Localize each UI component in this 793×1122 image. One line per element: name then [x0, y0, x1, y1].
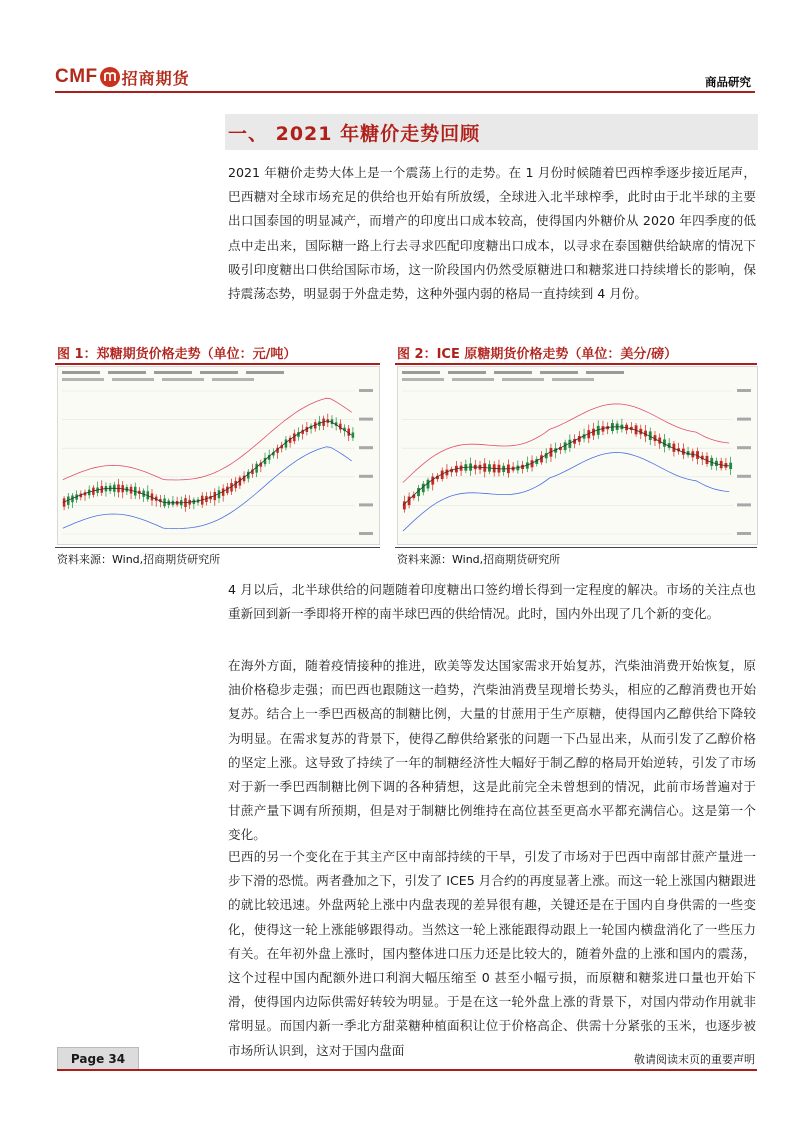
- chart-axis-tick-label: [737, 389, 751, 392]
- figure-2-bottom-rule: [395, 547, 757, 548]
- figure-2-title: 图 2：ICE 原糖期货价格走势（单位：美分/磅）: [397, 347, 678, 362]
- figure-1-top-rule: [55, 363, 380, 365]
- body-paragraph: 4 月以后，北半球供给的问题随着印度糖出口签约增长得到一定程度的解决。市场的关注点也重新回到新一季即将开榨的南半球巴西的供给情况。此时，国内外出现了几个新的变化。: [228, 582, 756, 622]
- chart-legend-text-line: [552, 378, 594, 381]
- lower-band-line: [403, 453, 729, 532]
- chart-axis-tick-label: [737, 475, 751, 478]
- chart-legend-text-line: [448, 371, 486, 374]
- logo-emblem-icon: [100, 67, 120, 87]
- logo-latin-text: CMF: [55, 66, 98, 87]
- chart-legend-text-line: [62, 378, 104, 381]
- section-title: 一、 2021 年糖价走势回顾: [228, 123, 481, 145]
- chart-legend-text-line: [162, 378, 204, 381]
- figure-1-source: 资料来源：Wind,招商期货研究所: [57, 553, 221, 566]
- candle-body: [729, 463, 732, 469]
- chart-legend-text-line: [452, 378, 494, 381]
- chart-axis-tick-label: [359, 475, 373, 478]
- chart-legend-text-line: [402, 371, 440, 374]
- figure-2-chart-canvas: [398, 367, 757, 544]
- candle-body: [352, 432, 355, 437]
- figure-1-candlestick-chart: [57, 366, 380, 545]
- chart-legend-text-line: [108, 371, 146, 374]
- chart-legend-text-line: [212, 378, 254, 381]
- chart-axis-tick-label: [737, 418, 751, 421]
- chart-axis-tick-label: [737, 532, 751, 535]
- chart-legend-text-line: [154, 371, 192, 374]
- chart-legend-text-line: [112, 378, 154, 381]
- chart-legend-text-line: [502, 378, 544, 381]
- moving-average-line: [403, 427, 729, 506]
- body-paragraph: 巴西的另一个变化在于其主产区中南部持续的干旱，引发了市场对于巴西中南部甘蔗产量进一步下滑的恐慌。两者叠加之下，引发了 ICE5 月合约的再度显著上涨。而这一轮上涨国内糖跟进的就比较迅速。外盘两轮上涨中内盘表现的差异很有趣，关键还是在于国内自身供需的一些变化，使得这一轮上涨能够跟得动。当然这一轮上涨能跟得动跟上一轮国内横盘消化了一些压力有关。在年初外盘上涨时，国内整体进口压力还是比较大的，随着外盘的上涨和国内的震荡，这个过程中国内配额外进口利润大幅压缩至 0 甚至小幅亏损，而原糖和糖浆进口量也开始下滑，使得国内边际供需好转较为明显。于是在这一轮外盘上涨的背景下，对国内带动作用就非常明显。而国内新一季北方甜菜糖种植面积让位于价格高企、供需十分紧张的玉米，也逐步被市场所认识到，这对于国内盘面: [228, 849, 756, 1058]
- chart-legend-strip: [58, 367, 379, 387]
- body-paragraph: 在海外方面，随着疫情接种的推进，欧美等发达国家需求开始复苏，汽柴油消费开始恢复，原油价格稳步走强；而巴西也跟随这一趋势，汽柴油消费呈现增长势头，相应的乙醇消费也开始复苏。结合上一季巴西极高的制糖比例，大量的甘蔗用于生产原糖，使得国内乙醇供给下降较为明显。在需求复苏的背景下，使得乙醇供给紧张的问题一下凸显出来，从而引发了乙醇价格的坚定上涨。这导致了持续了一年的制糖经济性大幅好于制乙醇的格局开始逆转，引发了市场对于新一季巴西制糖比例下调的各种猜想，这是此前完全未曾想到的情况，此前市场普遍对于甘蔗产量下调有所预期，但是对于制糖比例维持在高位甚至更高水平都充满信心。这是第一个变化。: [228, 658, 756, 843]
- chart-legend-text-line: [402, 378, 444, 381]
- chart-axis-tick-label: [737, 503, 751, 506]
- page-number: Page 34: [57, 1047, 139, 1071]
- chart-axis-tick-label: [359, 389, 373, 392]
- disclaimer-note: 敬请阅读末页的重要声明: [634, 1053, 755, 1066]
- body-paragraph: 2021 年糖价走势大体上是一个震荡上行的走势。在 1 月份时候随着巴西榨季逐步接近尾声，巴西糖对全球市场充足的供给也开始有所放缓，全球进入北半球榨季，此时由于北半球的主要出口国泰国的明显减产，而增产的印度出口成本较高，使得国内外糖价从 2020 年四季度的低点中走出来，国际糖一路上行去寻求匹配印度糖出口成本，以寻求在泰国糖供给缺席的情况下吸引印度糖出口供给国际市场，这一阶段国内仍然受原糖进口和糖浆进口持续增长的影响，保持震荡态势，明显弱于外盘走势，这种外强内弱的格局一直持续到 4 月份。: [228, 165, 756, 302]
- logo-chinese-text: 招商期货: [121, 68, 190, 88]
- company-logo: [55, 64, 190, 90]
- chart-axis-tick-label: [737, 446, 751, 449]
- chart-axis-tick-label: [359, 418, 373, 421]
- figure-2-source: 资料来源：Wind,招商期货研究所: [397, 553, 561, 566]
- chart-legend-text-line: [246, 371, 284, 374]
- chart-legend-strip: [398, 367, 757, 387]
- header-divider: [55, 91, 755, 93]
- figure-1-bottom-rule: [55, 547, 380, 548]
- chart-legend-text-line: [62, 371, 100, 374]
- chart-legend-text-line: [540, 371, 578, 374]
- report-category: 商品研究: [705, 75, 751, 89]
- figure-2-candlestick-chart: [397, 366, 758, 545]
- figure-1-title: 图 1：郑糖期货价格走势（单位：元/吨）: [57, 347, 297, 362]
- chart-axis-tick-label: [359, 532, 373, 535]
- figure-2-top-rule: [395, 363, 757, 365]
- chart-legend-text-line: [200, 371, 238, 374]
- figure-1-chart-canvas: [58, 367, 379, 544]
- footer-divider: [57, 1069, 757, 1071]
- chart-axis-tick-label: [359, 446, 373, 449]
- upper-band-line: [63, 398, 352, 480]
- chart-legend-text-line: [494, 371, 532, 374]
- chart-legend-text-line: [586, 371, 624, 374]
- chart-axis-tick-label: [359, 503, 373, 506]
